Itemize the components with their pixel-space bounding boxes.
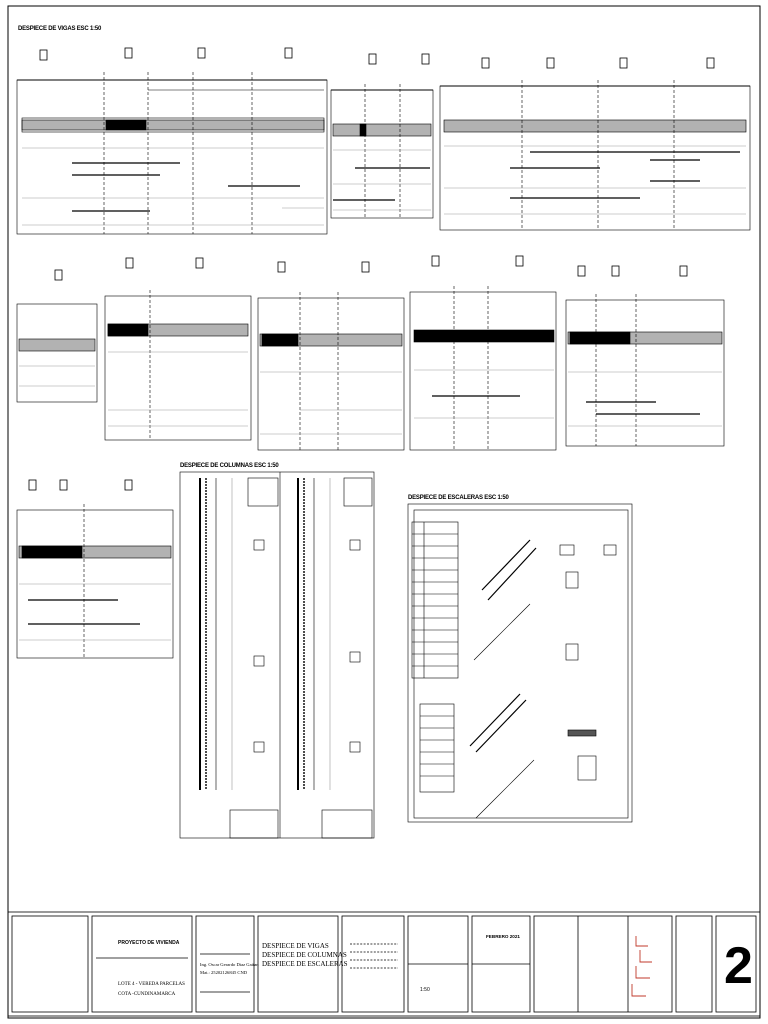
- date-value: FEBRERO 2021: [486, 934, 520, 939]
- section-markers: [29, 480, 132, 490]
- section-markers: [55, 256, 687, 280]
- location-line-2: COTA -CUNDINAMARCA: [118, 992, 176, 997]
- beam-panel: [440, 86, 750, 230]
- sheet-number: 2: [724, 937, 753, 995]
- content-line-3: DESPIECE DE ESCALERAS: [262, 960, 348, 968]
- beam-panel: [17, 304, 97, 402]
- beam-panel: [105, 296, 251, 440]
- beam-hatch: [22, 120, 324, 130]
- beam-panel: [331, 90, 433, 218]
- designer-registration: Mat.: 25202126845 CND: [200, 970, 248, 975]
- red-detail-marks: [632, 936, 652, 996]
- content-line-2: DESPIECE DE COLUMNAS: [262, 951, 347, 959]
- designer-name: Ing. Oscar Gerardo Diaz Gaitan: [200, 962, 259, 967]
- stairs-panel: [408, 504, 632, 822]
- beam-group: [17, 504, 173, 658]
- columnas-section-title: DESPIECE DE COLUMNAS ESC 1:50: [180, 463, 279, 469]
- section-markers: [40, 48, 714, 68]
- beam-group: [17, 72, 750, 234]
- content-line-1: DESPIECE DE VIGAS: [262, 942, 329, 950]
- columns-panel: [180, 472, 374, 838]
- beam-panel: [566, 300, 724, 446]
- sheet-border: [8, 6, 760, 1018]
- project-name: PROYECTO DE VIVIENDA: [118, 940, 180, 946]
- scale-value: 1:50: [420, 987, 430, 993]
- beam-hatch: [106, 120, 146, 130]
- beam-group: [17, 286, 724, 450]
- escaleras-section-title: DESPIECE DE ESCALERAS ESC 1:50: [408, 495, 509, 501]
- location-line-1: LOTE 4 - VEREDA PARCELAS: [118, 982, 185, 987]
- beam-panel: [258, 298, 404, 450]
- title-block: [8, 912, 760, 1016]
- vigas-section-title: DESPIECE DE VIGAS ESC 1:50: [18, 26, 102, 32]
- beam-panel: [410, 292, 556, 450]
- beam-panel: [17, 80, 327, 234]
